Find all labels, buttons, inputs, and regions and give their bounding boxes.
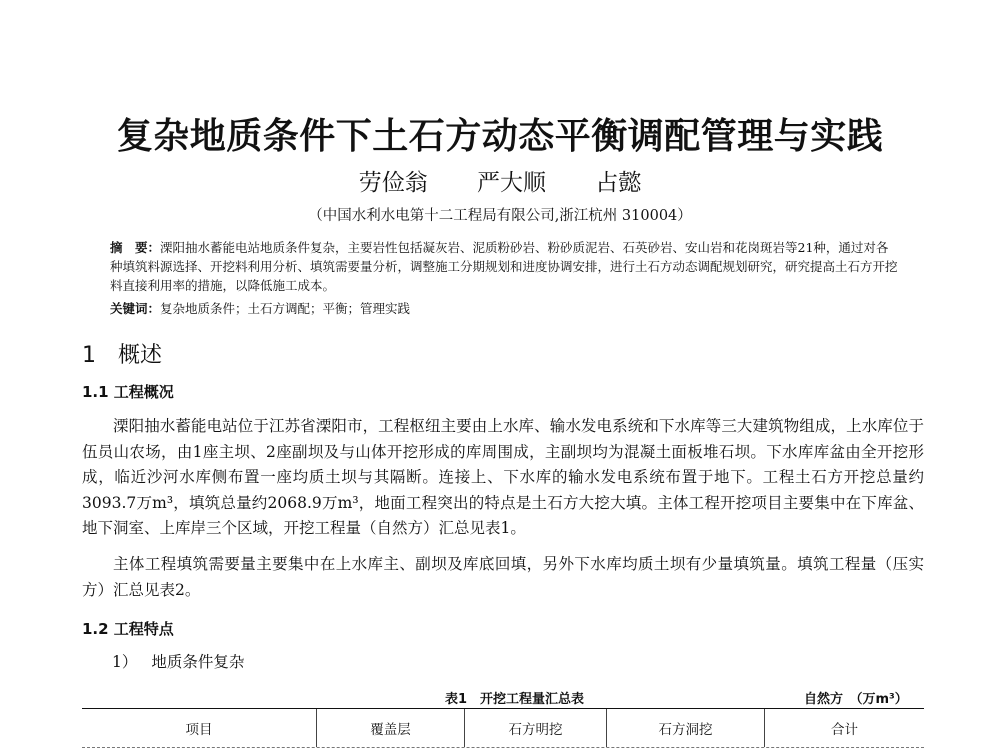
body-paragraph: 溧阳抽水蓄能电站位于江苏省溧阳市，工程枢纽主要由上水库、输水发电系统和下水库等三大建筑物组成，上水库位于伍员山农场，由1座主坝、2座副坝及与山体开挖形成的库周围成，主副坝均为混凝土面板堆石坝。下水库库盆由全开挖形成，临近沙河水库侧布置一座均质土坝与其隔断。连接上、下水库的输水发电系统布置于地下。工程土石方开挖总量约3093.7万m³，填筑总量约2068.9万m³，地面工程突出的特点是土石方大挖大填。主体工程开挖项目主要集中在下库盆、地下洞室、上库岸三个区域，开挖工程量（自然方）汇总见表1。 bbox=[82, 417, 924, 538]
author-name: 占懿 bbox=[595, 170, 642, 196]
table-unit: 自然方 （万m³） bbox=[804, 692, 908, 707]
body-paragraph: 主体工程填筑需要量主要集中在上水库主、副坝及库底回填，另外下水库均质土坝有少量填筑量。填筑工程量（压实方）汇总见表2。 bbox=[82, 555, 924, 599]
section-title: 概述 bbox=[118, 343, 163, 368]
keywords bbox=[110, 299, 900, 317]
abstract-text: 溧阳抽水蓄能电站地质条件复杂，主要岩性包括凝灰岩、泥质粉砂岩、粉砂质泥岩、石英砂岩、安山岩和花岗斑岩等21种，通过对各种填筑料源选择、开挖料利用分析、填筑需要量分析，调整施工分期规划和进度协调安排，进行土石方动态调配规划研究，研究提高土石方开挖料直接利用率的措施，以降低施工成本。 bbox=[110, 240, 898, 293]
table-header-cell: 石方明挖 bbox=[465, 709, 607, 747]
table-header-cell: 覆盖层 bbox=[317, 709, 465, 747]
table-header-cell: 石方洞挖 bbox=[607, 709, 765, 747]
table-header-row bbox=[82, 709, 924, 748]
list-item bbox=[112, 650, 244, 672]
paper-title: 复杂地质条件下土石方动态平衡调配管理与实践 bbox=[116, 116, 884, 157]
table-header-cell: 项目 bbox=[82, 709, 317, 747]
data-table bbox=[82, 708, 924, 748]
subsection-heading: 1.2 工程特点 bbox=[82, 620, 174, 638]
abstract-label: 摘 要： bbox=[110, 240, 161, 255]
author-name: 严大顺 bbox=[477, 170, 546, 196]
table-header-cell: 合计 bbox=[831, 722, 858, 738]
keywords-label: 关键词： bbox=[110, 301, 161, 316]
author-list bbox=[0, 164, 1000, 197]
list-item-number: 1） bbox=[112, 653, 138, 671]
list-item-text: 地质条件复杂 bbox=[151, 653, 245, 671]
subsection-heading: 1.1 工程概况 bbox=[82, 383, 174, 401]
author-name: 劳俭翁 bbox=[358, 170, 428, 196]
author-affiliation: （中国水利水电第十二工程局有限公司,浙江杭州 310004） bbox=[308, 208, 692, 224]
section-number: 1 bbox=[82, 343, 96, 368]
keywords-text: 复杂地质条件；土石方调配；平衡；管理实践 bbox=[160, 301, 411, 316]
section-heading bbox=[82, 338, 162, 369]
table-caption: 表1 开挖工程量汇总表 bbox=[445, 692, 585, 707]
abstract bbox=[110, 238, 900, 295]
